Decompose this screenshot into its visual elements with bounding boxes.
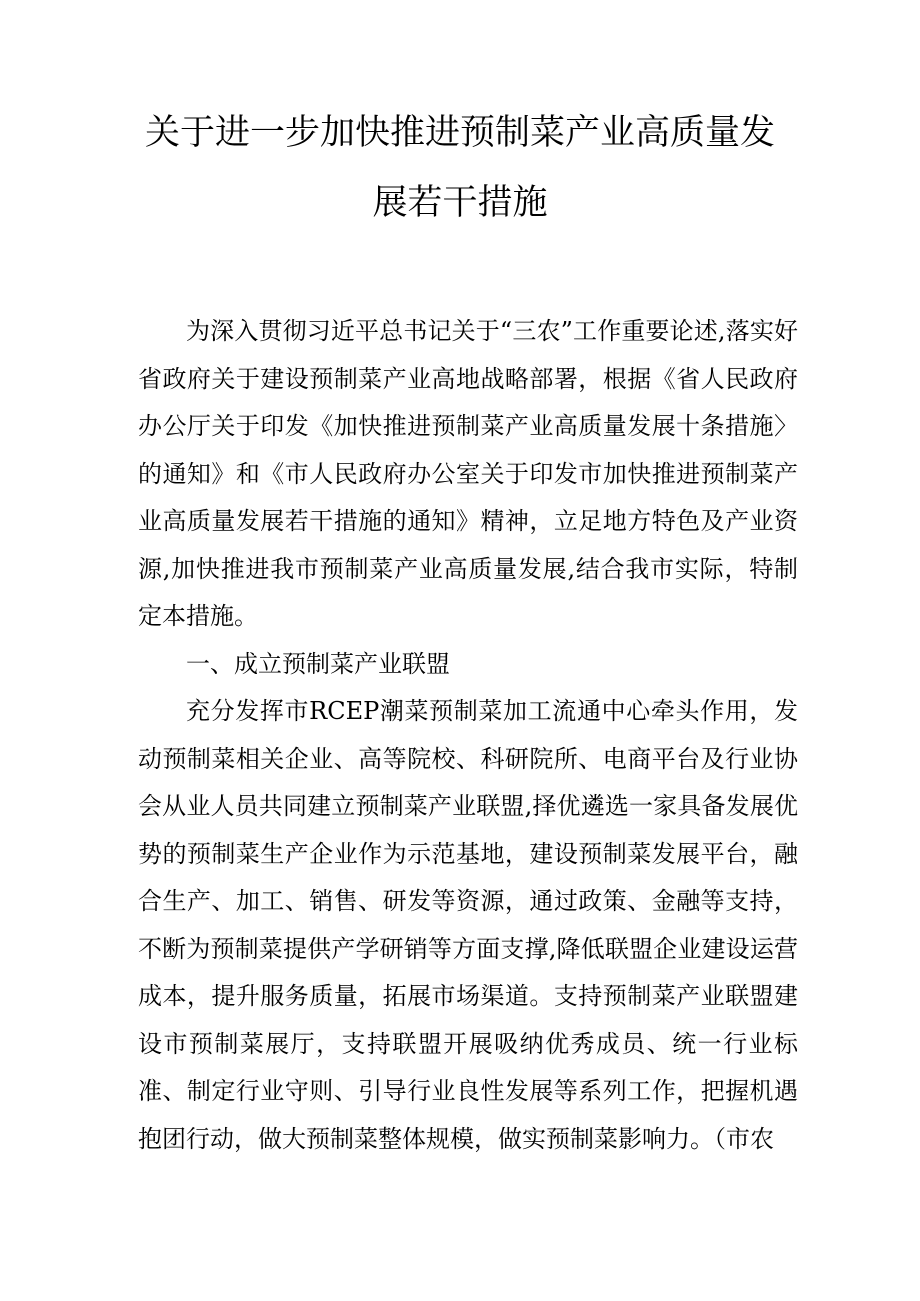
section-1-paragraph: 充分发挥市RCEP潮菜预制菜加工流通中心牵头作用，发动预制菜相关企业、高等院校、科研院所、电商平台及行业协会从业人员共同建立预制菜产业联盟,择优遴选一家具备发展优势的预制菜生产企业作为示范基地，建设预制菜发展平台，融合生产、加工、销售、研发等资源，通过政策、金融等支持，不断为预制菜提供产学研销等方面支撑,降低联盟企业建设运营成本，提升服务质量，拓展市场渠道。支持预制菜产业联盟建设市预制菜展厅，支持联盟开展吸纳优秀成员、统一行业标准、制定行业守则、引导行业良性发展等系列工作，把握机遇抱团行动，做大预制菜整体规模，做实预制菜影响力。（市农	[138, 697, 798, 1153]
document-body	[138, 308, 798, 1163]
document-title-line-2: 展若干措施	[372, 183, 548, 223]
section-1-heading: 一、成立预制菜产业联盟	[186, 649, 450, 678]
intro-paragraph: 为深入贯彻习近平总书记关于“三农”工作重要论述,落实好省政府关于建设预制菜产业高地战略部署，根据《省人民政府办公厅关于印发《加快推进预制菜产业高质量发展十条措施〉的通知》和《市人民政府办公室关于印发市加快推进预制菜产业高质量发展若干措施的通知》精神，立足地方特色及产业资源,加快推进我市预制菜产业高质量发展,结合我市实际，特制定本措施。	[138, 317, 798, 630]
document-title-line-1: 关于进一步加快推进预制菜产业高质量发	[144, 113, 775, 153]
